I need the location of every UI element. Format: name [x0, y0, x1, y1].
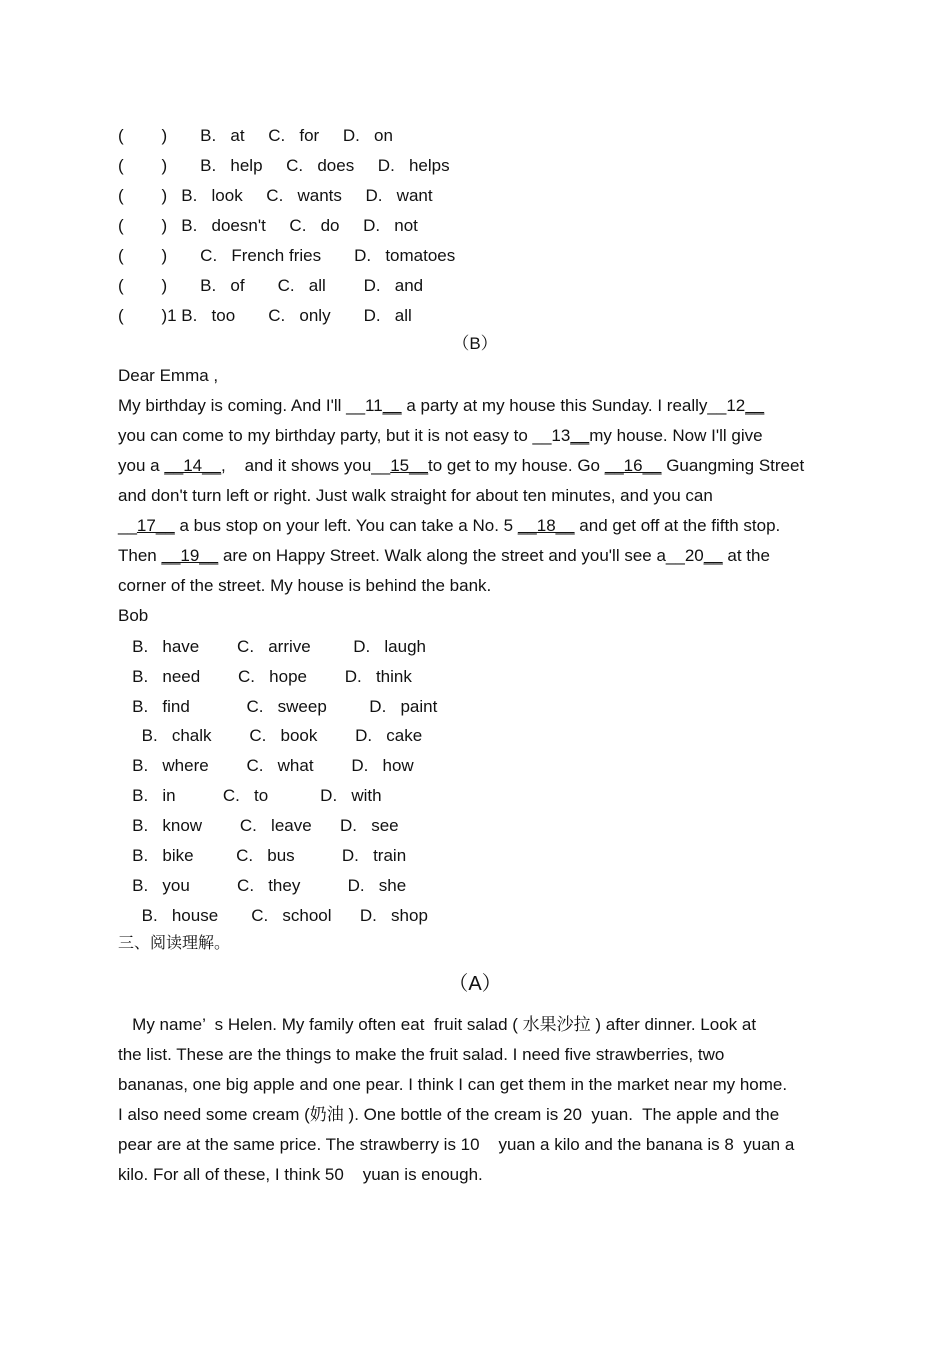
option-row: ( ) B. look C. wants D. want: [118, 186, 433, 205]
letter-line: [118, 546, 770, 566]
section-a-heading: （A）: [448, 973, 502, 995]
passage-line: pear are at the same price. The strawberry is 10 yuan a kilo and the banana is 8 yuan a: [118, 1135, 795, 1154]
letter-line: [118, 516, 780, 536]
section-three-heading: 三、阅读理解。: [118, 933, 231, 952]
letter-line: [118, 396, 764, 416]
passage-line: bananas, one big apple and one pear. I think I can get them in the market near my home.: [118, 1075, 788, 1094]
blank: __14__: [164, 456, 222, 475]
option-row: B. where C. what D. how: [118, 756, 414, 775]
letter-text: , and it shows you__: [221, 456, 391, 475]
option-row: B. need C. hope D. think: [118, 667, 412, 686]
letter-text: a party at my house this Sunday. I really__12: [401, 396, 746, 415]
blank: __: [382, 396, 402, 415]
option-row: B. have C. arrive D. laugh: [118, 637, 427, 656]
blank: __: [570, 426, 590, 445]
letter-text: a bus stop on your left. You can take a No. 5: [174, 516, 518, 535]
letter-line: corner of the street. My house is behind the bank.: [118, 576, 492, 595]
option-row: ( ) B. of C. all D. and: [118, 276, 424, 295]
blank: __: [703, 546, 723, 565]
letter-text: __: [118, 516, 137, 535]
letter-text: you can come to my birthday party, but it is not easy to __13: [118, 426, 571, 445]
option-row: B. find C. sweep D. paint: [118, 697, 438, 716]
letter-text: Guangming Street: [661, 456, 805, 475]
option-row: B. in C. to D. with: [118, 786, 382, 805]
option-row: ( ) C. French fries D. tomatoes: [118, 246, 456, 265]
option-row: B. bike C. bus D. train: [118, 846, 407, 865]
option-row: B. chalk C. book D. cake: [118, 726, 423, 745]
option-row: B. you C. they D. she: [118, 876, 407, 895]
letter-signature: Bob: [118, 606, 149, 625]
letter-line: and don't turn left or right. Just walk straight for about ten minutes, and you can: [118, 486, 713, 505]
letter-line: [118, 456, 804, 476]
letter-text: you a: [118, 456, 165, 475]
passage-line: I also need some cream (奶油 ). One bottle of the cream is 20 yuan. The apple and the: [118, 1105, 780, 1124]
blank: __18__: [517, 516, 575, 535]
blank: 15__: [390, 456, 429, 475]
letter-text: to get to my house. Go: [428, 456, 605, 475]
option-row: ( )1 B. too C. only D. all: [118, 306, 412, 325]
option-row: B. house C. school D. shop: [118, 906, 428, 925]
option-row: ( ) B. help C. does D. helps: [118, 156, 450, 175]
letter-text: Then: [118, 546, 162, 565]
letter-text: My birthday is coming. And I'll __11: [118, 396, 383, 415]
blank: 17__: [136, 516, 175, 535]
passage-line: kilo. For all of these, I think 50 yuan is enough.: [118, 1165, 483, 1184]
option-row: B. know C. leave D. see: [118, 816, 399, 835]
letter-line: [118, 426, 763, 446]
letter-text: and get off at the fifth stop.: [574, 516, 781, 535]
letter-text: at the: [722, 546, 770, 565]
option-row: ( ) B. at C. for D. on: [118, 126, 393, 145]
passage-line: My name’ s Helen. My family often eat fruit salad ( 水果沙拉 ) after dinner. Look at: [118, 1015, 757, 1034]
passage-line: the list. These are the things to make the fruit salad. I need five strawberries, two: [118, 1045, 725, 1064]
blank: __16__: [604, 456, 662, 475]
letter-greeting: Dear Emma ,: [118, 366, 219, 385]
blank: __19__: [161, 546, 219, 565]
blank: __: [745, 396, 765, 415]
section-b-heading: （B）: [452, 334, 498, 353]
letter-text: are on Happy Street. Walk along the street and you'll see a__20: [218, 546, 704, 565]
letter-text: my house. Now I'll give: [589, 426, 763, 445]
option-row: ( ) B. doesn't C. do D. not: [118, 216, 418, 235]
